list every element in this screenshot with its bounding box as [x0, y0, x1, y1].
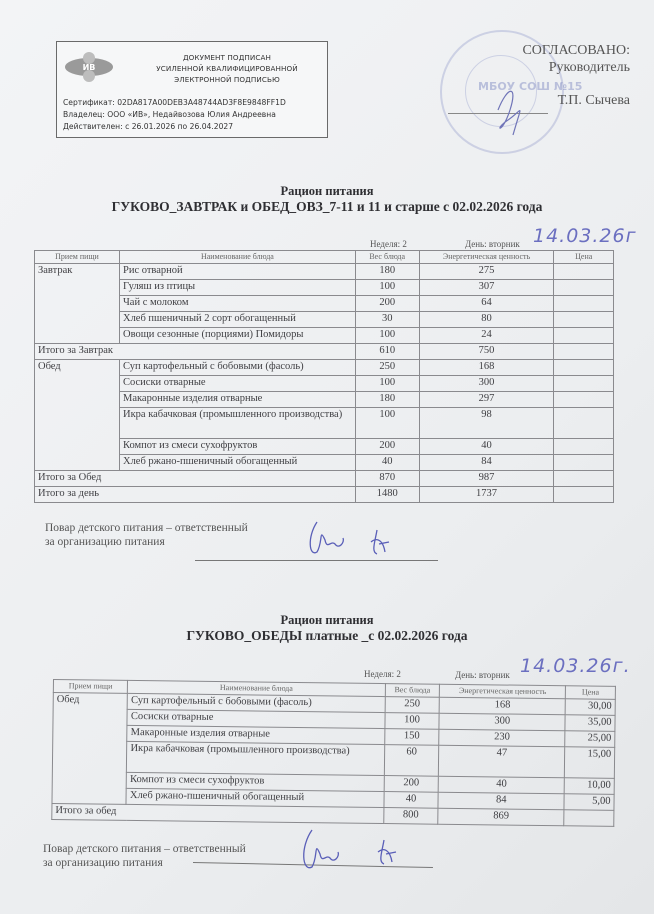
dish-price	[554, 455, 614, 471]
menu2-week: Неделя: 2	[364, 669, 401, 679]
dish-price: 15,00	[565, 747, 615, 779]
table-row	[35, 280, 614, 296]
cook-title-line2: за организацию питания	[45, 536, 165, 548]
dish-weight: 180	[355, 264, 419, 280]
header-dish: Наименование блюда	[128, 680, 385, 696]
company-logo-icon	[63, 50, 115, 84]
dish-energy: 40	[438, 776, 564, 794]
dish-name: Икра кабачковая (промышленного производства)	[119, 408, 355, 439]
dish-price	[554, 439, 614, 455]
dish-name: Сосиски отварные	[119, 376, 355, 392]
dish-weight: 30	[355, 312, 419, 328]
lunch-total-energy: 869	[438, 808, 564, 826]
dish-name: Чай с молоком	[119, 296, 355, 312]
dish-price: 35,00	[565, 715, 615, 732]
table-header-row	[35, 251, 614, 264]
dish-energy: 84	[438, 792, 564, 810]
day-total-energy: 1737	[419, 487, 554, 503]
dish-energy: 300	[419, 376, 554, 392]
dish-energy: 64	[419, 296, 554, 312]
dish-energy: 47	[439, 745, 565, 778]
dish-price	[554, 408, 614, 439]
header-meal: Прием пищи	[53, 680, 127, 694]
certificate-validity: Действителен: с 26.01.2026 по 26.04.2027	[63, 122, 234, 131]
dish-weight: 100	[385, 713, 440, 730]
dish-energy: 307	[419, 280, 554, 296]
menu1-day: День: вторник	[465, 239, 520, 249]
dish-price: 10,00	[564, 778, 614, 795]
menu2-table	[51, 679, 616, 827]
dish-name: Суп картофельный с бобовыми (фасоль)	[127, 693, 385, 712]
breakfast-total-weight: 610	[355, 344, 419, 360]
dish-price	[554, 280, 614, 296]
meal-breakfast: Завтрак	[35, 264, 120, 344]
dish-weight: 60	[384, 745, 439, 777]
dish-energy: 168	[419, 360, 554, 376]
table-row	[35, 360, 614, 376]
dish-name: Компот из смеси сухофруктов	[119, 439, 355, 455]
breakfast-total-label: Итого за Завтрак	[35, 344, 356, 360]
menu2-handwritten-date: 14.03.26г.	[520, 655, 631, 677]
table-row	[35, 455, 614, 471]
cook-title-line1: Повар детского питания – ответственный	[45, 522, 248, 534]
approval-block	[522, 42, 630, 109]
dish-price	[554, 296, 614, 312]
lunch-total-label: Итого за обед	[52, 803, 384, 823]
meal-lunch: Обед	[52, 693, 128, 805]
menu1-week: Неделя: 2	[370, 239, 407, 249]
dish-name: Икра кабачковая (промышленного производства)	[127, 741, 385, 775]
lunch-total-energy: 987	[419, 471, 554, 487]
menu1-table	[34, 250, 614, 503]
approval-heading: СОГЛАСОВАНО:	[522, 43, 630, 58]
certificate-owner: Владелец: ООО «ИВ», Недайвозова Юлия Андреевна	[63, 110, 276, 119]
breakfast-total-row	[35, 344, 614, 360]
dish-price	[554, 264, 614, 280]
day-total-row	[35, 487, 614, 503]
dish-weight: 200	[384, 776, 439, 793]
lunch-total-weight: 870	[355, 471, 419, 487]
dish-energy: 297	[419, 392, 554, 408]
signature-heading-line1: ДОКУМЕНТ ПОДПИСАН	[182, 53, 272, 62]
dish-energy: 24	[419, 328, 554, 344]
header-weight: Вес блюда	[385, 684, 440, 698]
header-meal: Прием пищи	[35, 251, 120, 264]
table-row	[35, 296, 614, 312]
dish-energy: 168	[439, 697, 565, 715]
dish-weight: 150	[384, 729, 439, 746]
menu2-title: Рацион питания	[280, 613, 374, 627]
dish-weight: 100	[355, 328, 419, 344]
menu2-day: День: вторник	[455, 670, 510, 680]
cook-title-line2: за организацию питания	[43, 857, 163, 869]
dish-name: Хлеб пшеничный 2 сорт обогащенный	[119, 312, 355, 328]
dish-weight: 40	[384, 792, 439, 809]
cook-signature-icon	[298, 822, 408, 877]
approval-name: Т.П. Сычева	[557, 93, 630, 108]
menu1-cook-signature-block	[45, 521, 248, 549]
dish-energy: 84	[419, 455, 554, 471]
breakfast-total-energy: 750	[419, 344, 554, 360]
dish-energy: 98	[419, 408, 554, 439]
menu1-handwritten-date: 14.03.26г	[533, 225, 637, 247]
meal-lunch: Обед	[35, 360, 120, 471]
cook-title-line1: Повар детского питания – ответственный	[43, 843, 246, 855]
dish-energy: 80	[419, 312, 554, 328]
dish-weight: 250	[355, 360, 419, 376]
stamp-text: МБОУ СОШ №15	[478, 80, 583, 93]
day-total-weight: 1480	[355, 487, 419, 503]
dish-name: Рис отварной	[119, 264, 355, 280]
dish-name: Макаронные изделия отварные	[119, 392, 355, 408]
dish-energy: 40	[419, 439, 554, 455]
dish-price	[554, 328, 614, 344]
dish-energy: 300	[439, 713, 565, 731]
header-price: Цена	[566, 686, 616, 700]
dish-name: Макаронные изделия отварные	[127, 725, 385, 744]
breakfast-total-price	[554, 344, 614, 360]
signature-heading	[137, 52, 317, 85]
header-energy: Энергетическая ценность	[440, 684, 566, 699]
table-row	[35, 376, 614, 392]
dish-weight: 200	[355, 296, 419, 312]
header-energy: Энергетическая ценность	[419, 251, 554, 264]
dish-price	[554, 360, 614, 376]
table-row	[35, 264, 614, 280]
lunch-total-label: Итого за Обед	[35, 471, 356, 487]
dish-name: Суп картофельный с бобовыми (фасоль)	[119, 360, 355, 376]
lunch-total-price	[564, 810, 614, 827]
day-total-label: Итого за день	[35, 487, 356, 503]
dish-name: Компот из смеси сухофруктов	[126, 772, 384, 791]
lunch-total-price	[554, 471, 614, 487]
dish-weight: 250	[385, 697, 440, 714]
dish-name: Хлеб ржано-пшеничный обогащенный	[119, 455, 355, 471]
svg-text:ИВ: ИВ	[82, 63, 96, 72]
table-row	[35, 312, 614, 328]
dish-price	[554, 312, 614, 328]
header-weight: Вес блюда	[355, 251, 419, 264]
header-price: Цена	[554, 251, 614, 264]
lunch-total-row	[35, 471, 614, 487]
day-total-price	[554, 487, 614, 503]
dish-price	[554, 376, 614, 392]
dish-price: 5,00	[564, 794, 614, 811]
dish-weight: 180	[355, 392, 419, 408]
menu2-cook-signature-block	[43, 842, 246, 870]
dish-weight: 100	[355, 376, 419, 392]
dish-name: Хлеб ржано-пшеничный обогащенный	[126, 788, 384, 807]
certificate-number: Сертификат: 02DA817A00DEB3A48744AD3F8E9848FF1D	[63, 98, 286, 107]
table-row	[35, 408, 614, 439]
signature-heading-line2: УСИЛЕННОЙ КВАЛИФИЦИРОВАННОЙ	[156, 64, 298, 73]
cook-signature-icon	[305, 512, 405, 562]
dish-name: Сосиски отварные	[127, 709, 385, 728]
lunch-total-weight: 800	[383, 808, 438, 825]
table-row	[35, 392, 614, 408]
header-dish: Наименование блюда	[119, 251, 355, 264]
menu1-title: Рацион питания	[280, 184, 374, 198]
approval-role: Руководитель	[548, 60, 630, 75]
director-signature-icon	[488, 80, 528, 140]
menu2-subtitle: ГУКОВО_ОБЕДЫ платные _с 02.02.2026 года	[186, 628, 468, 643]
dish-energy: 230	[439, 729, 565, 747]
signature-heading-line3: ЭЛЕКТРОННОЙ ПОДПИСЬЮ	[174, 75, 280, 84]
table-row	[35, 439, 614, 455]
dish-weight: 40	[355, 455, 419, 471]
dish-price: 30,00	[565, 699, 615, 716]
menu1-subtitle: ГУКОВО_ЗАВТРАК и ОБЕД_ОВЗ_7-11 и 11 и старше с 02.02.2026 года	[111, 199, 543, 214]
dish-name: Гуляш из птицы	[119, 280, 355, 296]
dish-price	[554, 392, 614, 408]
dish-weight: 200	[355, 439, 419, 455]
dish-name: Овощи сезонные (порциями) Помидоры	[119, 328, 355, 344]
table-row	[35, 328, 614, 344]
dish-weight: 100	[355, 408, 419, 439]
dish-energy: 275	[419, 264, 554, 280]
dish-price: 25,00	[565, 731, 615, 748]
dish-weight: 100	[355, 280, 419, 296]
signature-details	[63, 97, 286, 133]
electronic-signature-box	[56, 41, 328, 138]
